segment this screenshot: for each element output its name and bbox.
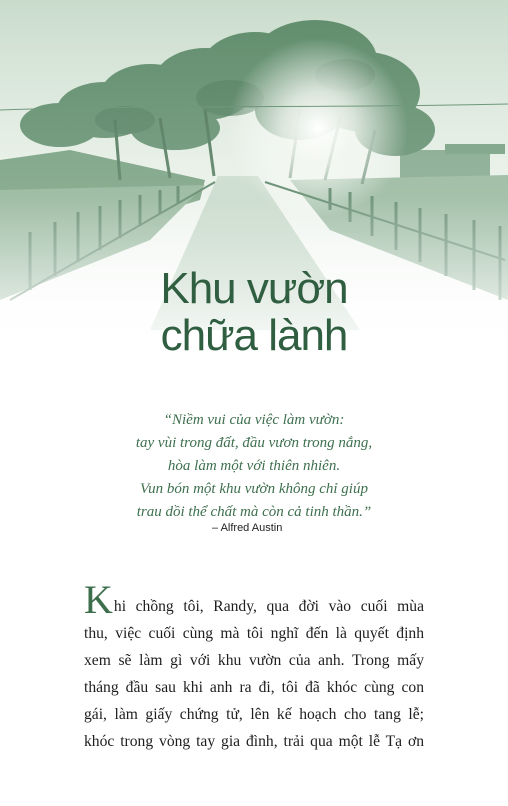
body-line: xem sẽ làm gì với khu vườn của anh. Trong mấy xyxy=(84,652,424,669)
quote-line: trau dồi thể chất mà còn cả tinh thần.” xyxy=(136,504,372,520)
body-line: tháng đầu sau khi anh ra đi, tôi đã khóc cùng con xyxy=(84,679,424,696)
body-line xyxy=(84,577,424,622)
quote-line: “Niềm vui của việc làm vườn: xyxy=(163,412,345,428)
body-paragraph xyxy=(84,577,424,755)
body-line: khóc trong vòng tay gia đình, trải qua một lễ Tạ ơn xyxy=(84,733,424,750)
body-line: gái, làm giấy chứng tử, lên kế hoạch cho tang lễ; xyxy=(84,706,424,723)
body-line-text: hi chồng tôi, Randy, qua đời vào cuối mùa xyxy=(113,598,424,615)
chapter-title-line2: chữa lành xyxy=(160,311,348,360)
quote-line: hòa làm một với thiên nhiên. xyxy=(167,458,341,474)
chapter-title-line1: Khu vườn xyxy=(160,264,348,313)
drop-cap: K xyxy=(84,577,113,622)
body-line: thu, việc cuối cùng mà tôi nghĩ đến là quyết định xyxy=(84,625,424,642)
quote-attribution: – Alfred Austin xyxy=(212,522,283,534)
quote-line: Vun bón một khu vườn không chỉ giúp xyxy=(140,481,368,497)
quote-line: tay vùi trong đất, đầu vươn trong nắng, xyxy=(135,435,373,451)
epigraph-quote xyxy=(60,409,448,524)
